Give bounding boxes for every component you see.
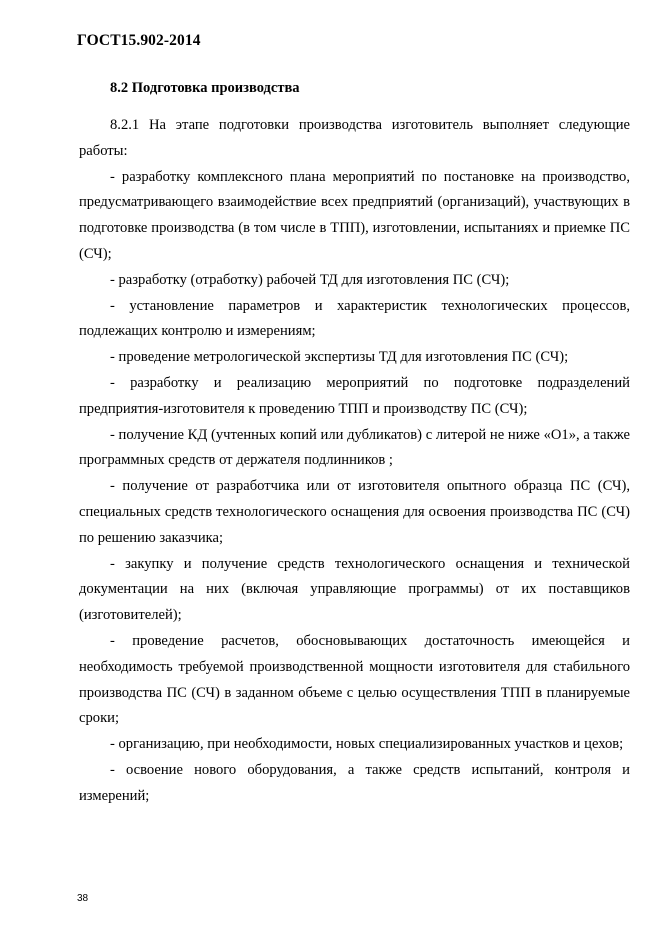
list-item: - организацию, при необходимости, новых специализированных участков и цехов; <box>110 736 624 753</box>
list-item: - получение КД (учтенных копий или дубликатов) с литерой не ниже «О1», а также программных средств от держателя подлинников ; <box>79 426 630 469</box>
list-item: - разработку (отработку) рабочей ТД для изготовления ПС (СЧ); <box>110 271 510 288</box>
page-number: 38 <box>77 893 89 904</box>
list-item: - разработку и реализацию мероприятий по подготовке подразделений предприятия-изготовителя к проведению ТПП и производству ПС (СЧ); <box>79 374 630 417</box>
list-item: - проведение метрологической экспертизы ТД для изготовления ПС (СЧ); <box>110 349 569 366</box>
list-item: - установление параметров и характеристик технологических процессов, подлежащих контролю и измерениям; <box>79 297 630 340</box>
list-item: - освоение нового оборудования, а также средств испытаний, контроля и измерений; <box>79 761 630 804</box>
section-title: 8.2 Подготовка производства <box>110 80 300 96</box>
list-item: - получение от разработчика или от изготовителя опытного образца ПС (СЧ), специальных средств технологического оснащения для освоения производства ПС (СЧ) по решению заказчика; <box>79 478 630 546</box>
list-item: - проведение расчетов, обосновывающих достаточность имеющейся и необходимость требуемой производственной мощности изготовителя для стабильного производства ПС (СЧ) в заданном объеме с целью осуществления ТПП в планируемые сроки; <box>79 632 630 727</box>
document-code-header: ГОСТ15.902-2014 <box>77 32 201 49</box>
paragraph-intro: 8.2.1 На этапе подготовки производства изготовитель выполняет следующие работы: <box>79 117 630 159</box>
body-text <box>79 113 630 810</box>
list-item: - закупку и получение средств технологического оснащения и технической документации на них (включая управляющие программы) от их поставщиков (изготовителей); <box>79 555 630 624</box>
list-item: - разработку комплексного плана мероприятий по постановке на производство, предусматривающего взаимодействие всех предприятий (организаций), участвующих в подготовке производства (в том числе в ТПП), изготовлении, испытаниях и приемке ПС (СЧ); <box>79 168 630 262</box>
